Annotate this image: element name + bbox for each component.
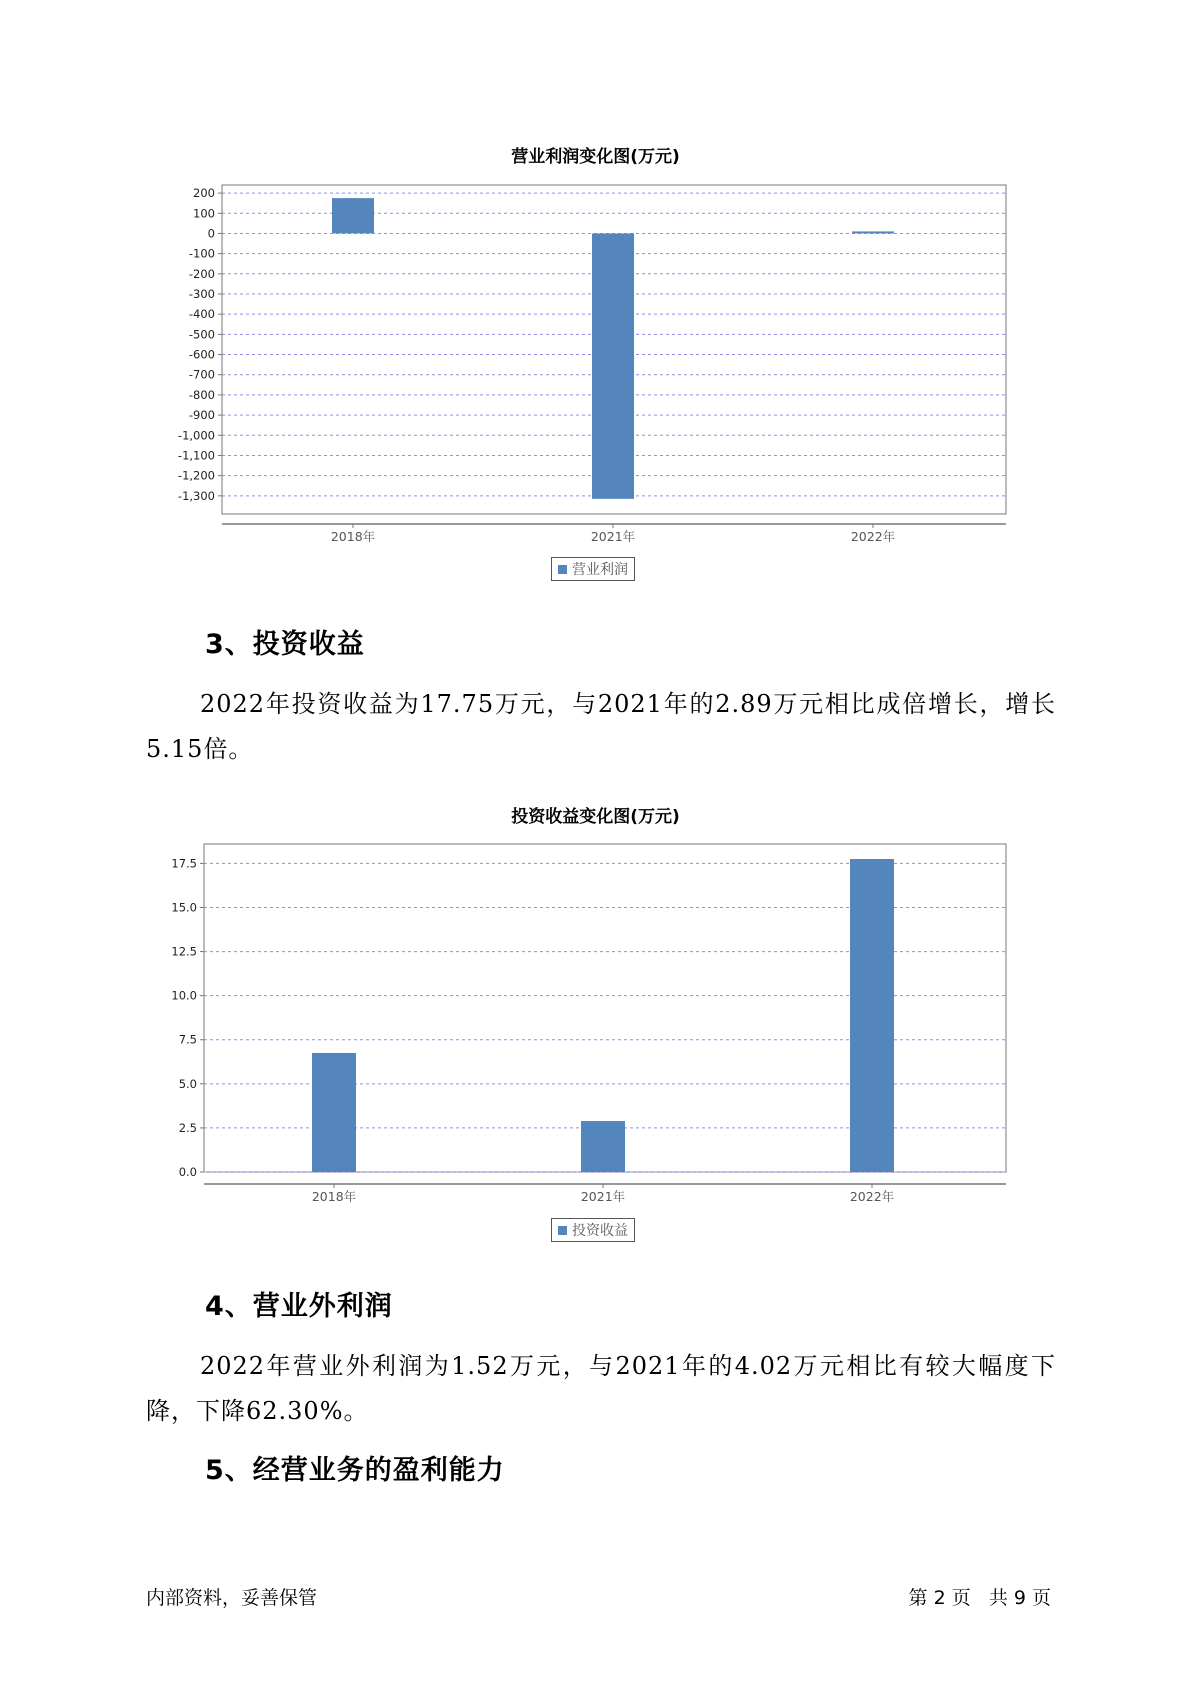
y-tick-label: -500 — [188, 327, 215, 342]
y-tick-label: -1,100 — [177, 448, 215, 463]
y-tick-label: 0.0 — [178, 1165, 197, 1179]
x-tick-label: 2022年 — [850, 529, 896, 544]
y-tick-label: 17.5 — [171, 856, 197, 871]
y-tick-label: -400 — [188, 307, 215, 322]
section-5-heading: 5、经营业务的盈利能力 — [205, 1455, 505, 1486]
y-tick-label: 0 — [207, 226, 215, 241]
x-tick-label: 2018年 — [311, 1189, 357, 1204]
bar — [312, 1053, 356, 1172]
x-tick-label: 2021年 — [580, 1189, 626, 1204]
bar — [850, 859, 894, 1172]
footer-confidential-note: 内部资料，妥善保管 — [146, 1587, 318, 1609]
section-4-paragraph: 2022年营业外利润为1.52万元，与2021年的4.02万元相比有较大幅度下降，下降62.30%。 — [146, 1352, 1056, 1425]
y-tick-label: -1,300 — [177, 488, 215, 503]
y-tick-label: 7.5 — [178, 1032, 197, 1047]
legend-swatch — [558, 1226, 567, 1235]
y-tick-label: -900 — [188, 408, 215, 423]
y-tick-label: -800 — [188, 387, 215, 402]
chart-title-investment-income: 投资收益变化图(万元) — [511, 807, 680, 827]
legend-label: 营业利润 — [572, 562, 628, 578]
legend-label: 投资收益 — [572, 1223, 628, 1239]
y-tick-label: -300 — [188, 286, 215, 301]
y-tick-label: 15.0 — [171, 900, 197, 915]
y-tick-label: 5.0 — [178, 1076, 197, 1091]
x-tick-label: 2022年 — [849, 1189, 895, 1204]
x-tick-label: 2021年 — [590, 529, 636, 544]
y-tick-label: -100 — [188, 246, 215, 261]
section-3-paragraph: 2022年投资收益为17.75万元，与2021年的2.89万元相比成倍增长，增长5.15倍。 — [146, 690, 1056, 763]
legend-investment-income — [551, 1218, 635, 1242]
section-4-heading: 4、营业外利润 — [205, 1291, 393, 1322]
y-tick-label: -1,200 — [177, 468, 215, 483]
y-tick-label: -600 — [188, 347, 215, 362]
section-3-heading: 3、投资收益 — [205, 629, 365, 660]
y-tick-label: 12.5 — [171, 944, 197, 959]
x-tick-label: 2018年 — [330, 529, 376, 544]
y-tick-label: -700 — [188, 367, 215, 382]
footer-page-number: 第 2 页 共 9 页 — [908, 1587, 1051, 1609]
bar — [581, 1121, 625, 1172]
y-tick-label: 100 — [193, 206, 215, 221]
y-tick-label: 2.5 — [178, 1120, 197, 1135]
chart-title-operating-profit: 营业利润变化图(万元) — [511, 147, 680, 167]
y-tick-label: 200 — [193, 186, 215, 201]
y-tick-label: 10.0 — [171, 988, 197, 1003]
y-tick-label: -200 — [188, 266, 215, 281]
y-tick-label: -1,000 — [177, 428, 215, 443]
